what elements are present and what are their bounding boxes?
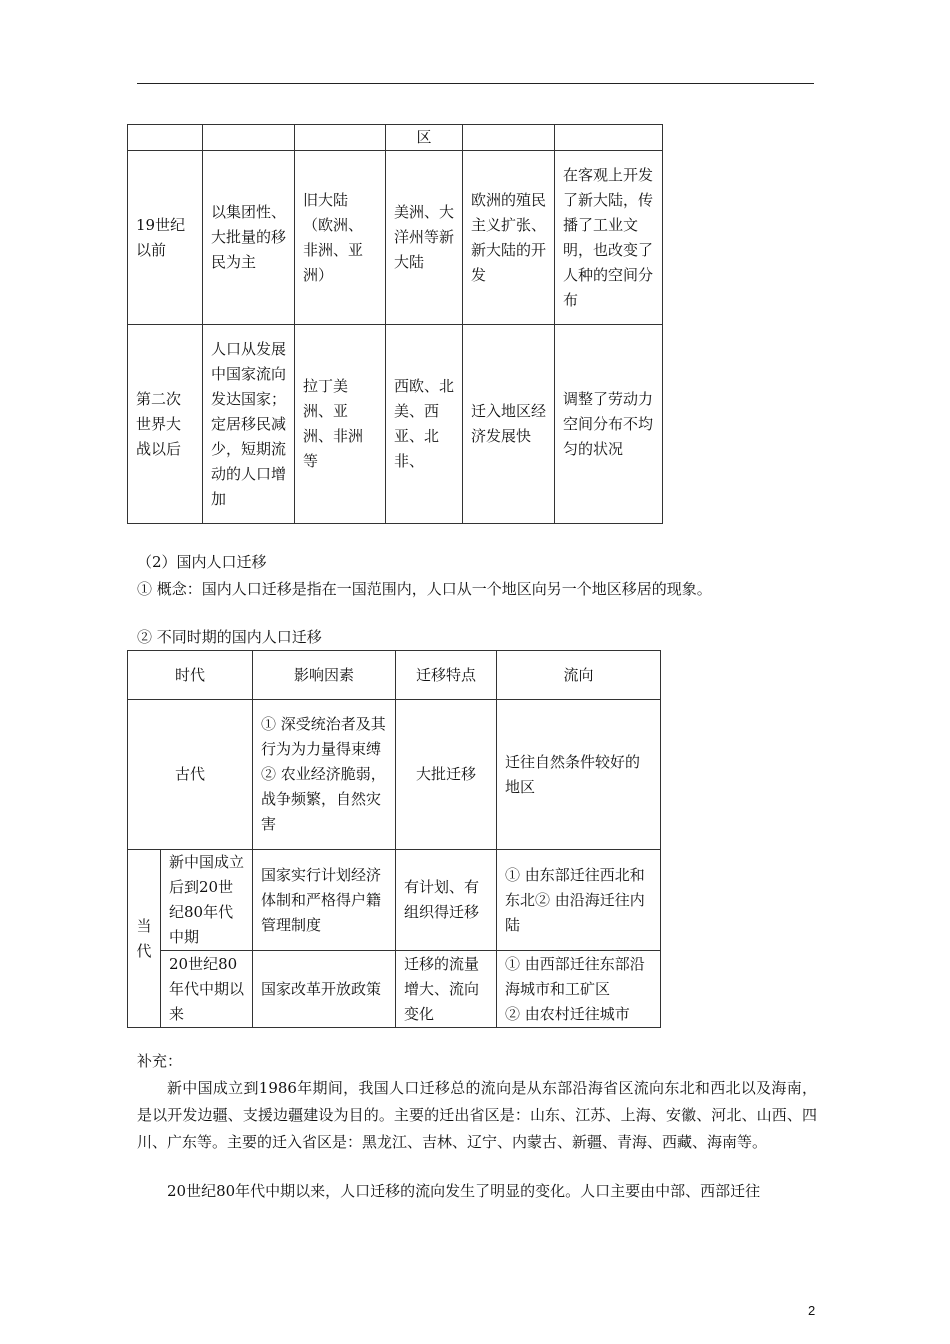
direction-cell: 迁往自然条件较好的地区 — [497, 700, 661, 850]
table-row — [128, 850, 661, 951]
features-cell: 以集团性、大批量的移民为主 — [203, 151, 295, 325]
international-migration-table — [127, 124, 663, 524]
table-row — [128, 125, 663, 151]
direction-cell: ① 由西部迁往东部沿海城市和工矿区 ② 由农村迁往城市 — [497, 951, 661, 1028]
to-cell: 美洲、大洋州等新大陆 — [386, 151, 463, 325]
table-row — [128, 700, 661, 850]
factors-cell: ① 深受统治者及其行为为力量得束缚 ② 农业经济脆弱，战争频繁，自然灾害 — [253, 700, 396, 850]
period-cell: 第二次世界大战以后 — [128, 325, 203, 524]
column-header: 时代 — [128, 651, 253, 700]
features-cell: 人口从发展中国家流向发达国家；定居移民减少，短期流动的人口增加 — [203, 325, 295, 524]
section-title: （2）国内人口迁移 — [137, 553, 267, 571]
supplement-label: 补充： — [137, 1052, 183, 1070]
era-cell: 古代 — [128, 700, 253, 850]
supplement-paragraph: 20世纪80年代中期以来，人口迁移的流向发生了明显的变化。人口主要由中部、西部迁往 — [167, 1182, 761, 1200]
page-number: 2 — [808, 1303, 816, 1318]
to-cell: 西欧、北美、西亚、北非、 — [386, 325, 463, 524]
table-row — [128, 151, 663, 325]
table-cell: 区 — [386, 125, 463, 151]
domestic-migration-table — [127, 650, 661, 1028]
header-rule — [137, 83, 814, 84]
from-cell: 拉丁美洲、亚洲、非洲等 — [295, 325, 386, 524]
impact-cell: 在客观上开发了新大陆，传播了工业文明，也改变了人种的空间分布 — [555, 151, 663, 325]
period-cell: 19世纪以前 — [128, 151, 203, 325]
features-cell: 迁移的流量增大、流向变化 — [396, 951, 497, 1028]
direction-cell: ① 由东部迁往西北和东北② 由沿海迁往内陆 — [497, 850, 661, 951]
period-cell: 20世纪80年代中期以来 — [161, 951, 253, 1028]
table-row — [128, 951, 661, 1028]
period-cell: 新中国成立后到20世纪80年代中期 — [161, 850, 253, 951]
era-cell: 当代 — [128, 850, 161, 1028]
factors-cell: 国家实行计划经济体制和严格得户籍管理制度 — [253, 850, 396, 951]
impact-cell: 调整了劳动力空间分布不均匀的状况 — [555, 325, 663, 524]
table-title: ② 不同时期的国内人口迁移 — [137, 628, 322, 646]
table-header-row — [128, 651, 661, 700]
column-header: 流向 — [497, 651, 661, 700]
from-cell: 旧大陆（欧洲、非洲、亚洲） — [295, 151, 386, 325]
features-cell: 大批迁移 — [396, 700, 497, 850]
supplement-paragraph: 新中国成立到1986年期间，我国人口迁移总的流向是从东部沿海省区流向东北和西北以及海南，是以开发边疆、支援边疆建设为目的。主要的迁出省区是：山东、江苏、上海、安徽、河北、山西、四川、广东等。主要的迁入省区是：黑龙江、吉林、辽宁、内蒙古、新疆、青海、西藏、海南等。 — [137, 1079, 817, 1151]
table-row — [128, 325, 663, 524]
column-header: 迁移特点 — [396, 651, 497, 700]
concept-line: ① 概念：国内人口迁移是指在一国范围内，人口从一个地区向另一个地区移居的现象。 — [137, 580, 712, 598]
cause-cell: 迁入地区经济发展快 — [463, 325, 555, 524]
factors-cell: 国家改革开放政策 — [253, 951, 396, 1028]
cause-cell: 欧洲的殖民主义扩张、新大陆的开发 — [463, 151, 555, 325]
features-cell: 有计划、有组织得迁移 — [396, 850, 497, 951]
column-header: 影响因素 — [253, 651, 396, 700]
